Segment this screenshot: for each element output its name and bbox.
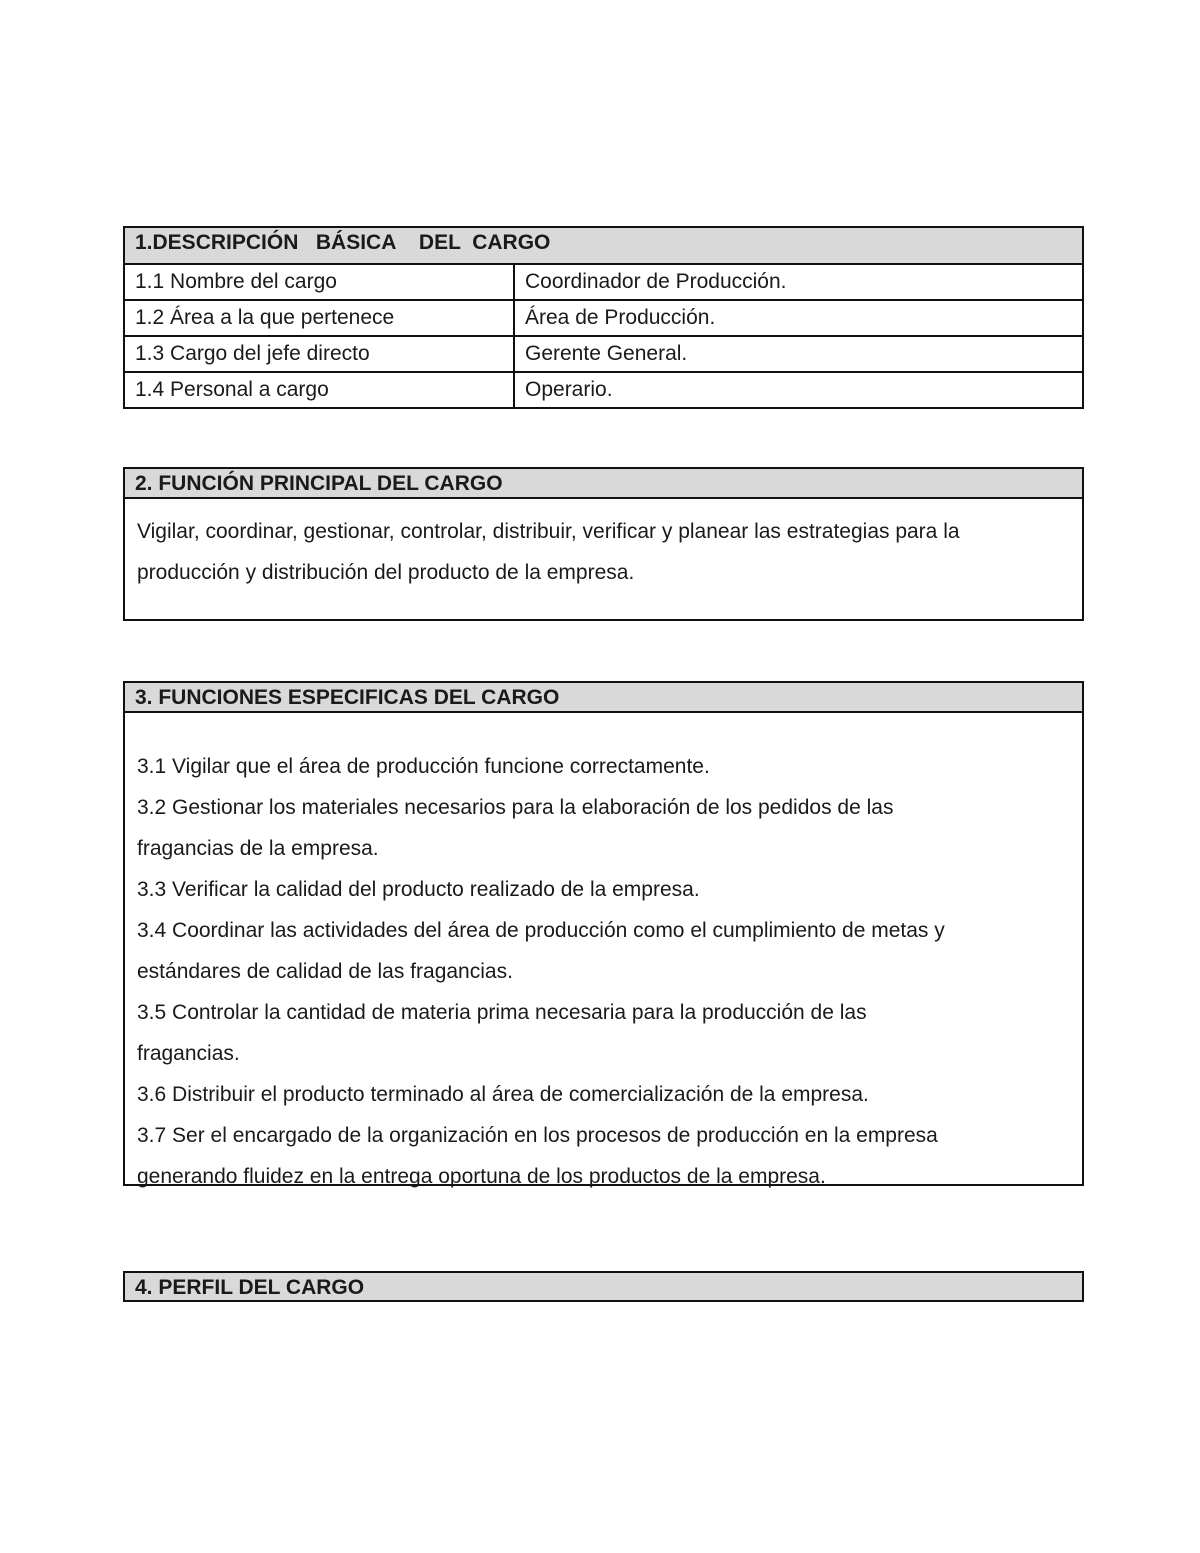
specific-functions-box [123,681,1084,1186]
profile-box [123,1271,1084,1302]
text-line: Vigilar, coordinar, gestionar, controlar, distribuir, verificar y planear las estrategias para la [137,520,960,543]
section-3-title: 3. FUNCIONES ESPECIFICAS DEL CARGO [125,683,1082,713]
specific-functions-list [125,713,1082,1197]
row-label: 1.3 Cargo del jefe directo [125,336,514,372]
list-item: 3.1 Vigilar que el área de producción funcione correctamente. [137,755,710,778]
table-row [125,300,1082,336]
table-row [125,372,1082,407]
table-row [125,265,1082,300]
basic-description-rows [125,265,1082,407]
row-label: 1.1 Nombre del cargo [125,265,514,300]
row-value: Operario. [514,372,1082,407]
list-item: 3.5 Controlar la cantidad de materia prima necesaria para la producción de las [137,1001,867,1024]
section-2-title: 2. FUNCIÓN PRINCIPAL DEL CARGO [125,469,1082,499]
section-1-title: 1.DESCRIPCIÓN BÁSICA DEL CARGO [125,228,1082,265]
row-value: Gerente General. [514,336,1082,372]
row-value: Coordinador de Producción. [525,270,787,293]
list-item: 3.7 Ser el encargado de la organización en los procesos de producción en la empresa [137,1124,938,1147]
section-4-title: 4. PERFIL DEL CARGO [125,1273,1082,1300]
basic-description-table [123,226,1084,409]
text-line: producción y distribución del producto de la empresa. [137,561,635,584]
list-item: fragancias. [137,1042,240,1065]
row-value: Área de Producción. [514,300,1082,336]
row-label: 1.4 Personal a cargo [125,372,514,407]
list-item: estándares de calidad de las fragancias. [137,960,513,983]
table-row [125,336,1082,372]
main-function-box [123,467,1084,621]
list-item: 3.4 Coordinar las actividades del área de producción como el cumplimiento de metas y [137,919,945,942]
list-item: 3.6 Distribuir el producto terminado al área de comercialización de la empresa. [137,1083,869,1106]
row-label: 1.2 Área a la que pertenece [125,300,514,336]
list-item: generando fluidez en la entrega oportuna de los productos de la empresa. [137,1165,826,1188]
list-item: 3.3 Verificar la calidad del producto realizado de la empresa. [137,878,700,901]
list-item: 3.2 Gestionar los materiales necesarios para la elaboración de los pedidos de las [137,796,894,819]
main-function-text [125,499,1082,593]
list-item: fragancias de la empresa. [137,837,379,860]
